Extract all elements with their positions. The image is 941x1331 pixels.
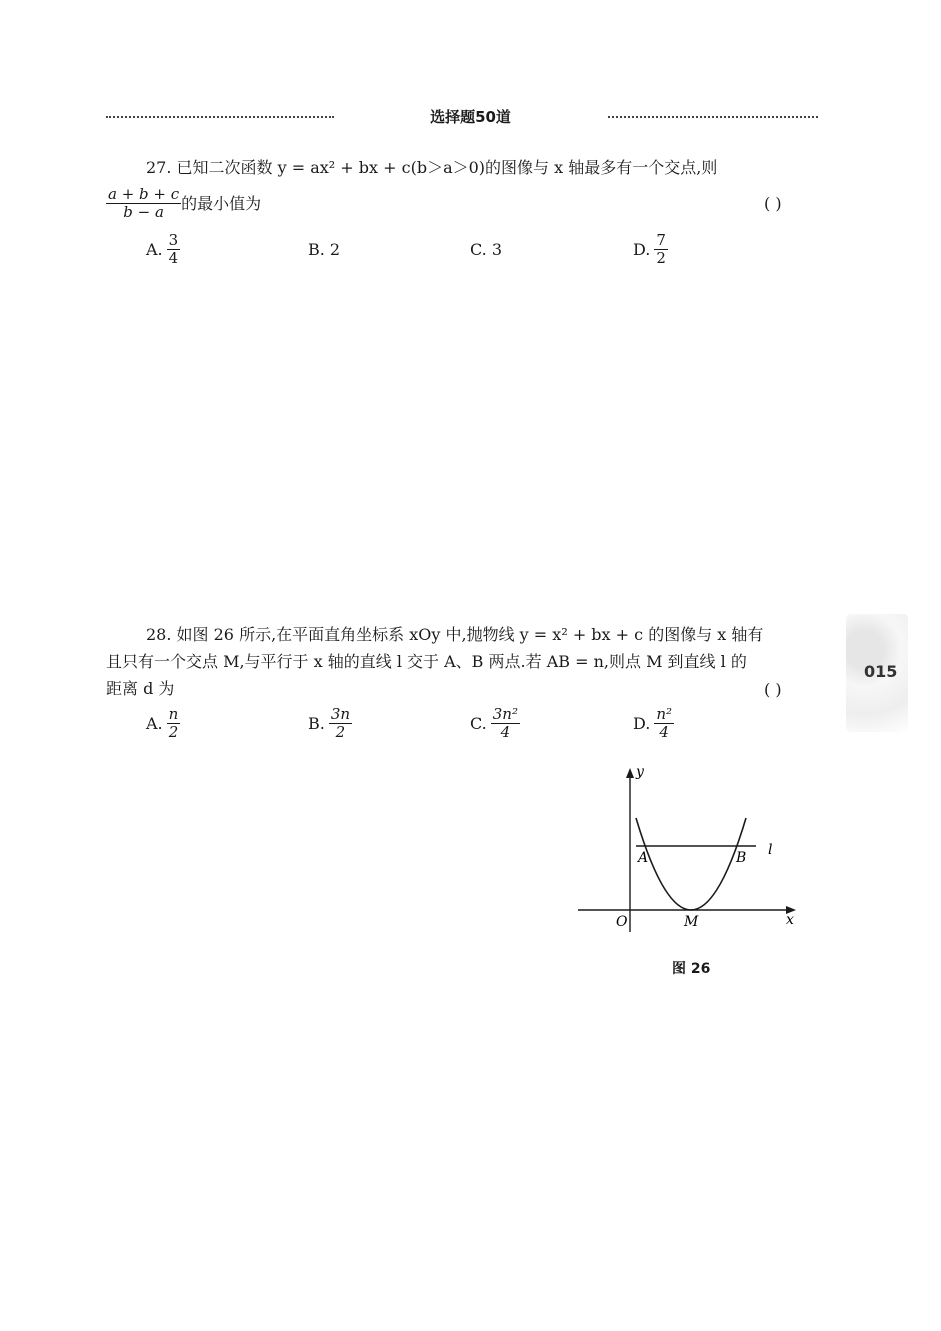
q28-line2: 且只有一个交点 M,与平行于 x 轴的直线 l 交于 A、B 两点.若 AB = n,则点 M 到直线 l 的: [106, 652, 747, 671]
label-l: l: [768, 842, 773, 858]
label-y: y: [636, 764, 644, 780]
q27-line2: [106, 186, 261, 221]
q28-line3: 距离 d 为: [106, 679, 175, 698]
q28-option-d: D. $\frac{\text{n²}}{4}$: [633, 705, 673, 741]
q27-line1: 27. 已知二次函数 y = ax² + bx + c(b＞a＞0)的图像与 x 轴最多有一个交点,则: [146, 158, 718, 177]
q28-option-c: C. $\frac{\text{3n²}}{4}$: [470, 705, 518, 741]
section-title: 选择题50道: [430, 108, 511, 126]
q27-option-c: C. 3: [470, 240, 503, 259]
q27-option-a: A. $\frac{3}{4}$: [146, 231, 179, 267]
q28-answer-paren: ( ): [764, 680, 782, 699]
label-a: A: [638, 850, 649, 866]
figure-26: [570, 760, 810, 940]
q27-expression: $\frac{a + b + c}{b - a}$: [108, 185, 180, 221]
q27-option-d: D. $\frac{7}{2}$: [633, 231, 666, 267]
parabola: [636, 818, 746, 910]
q28-option-a: A. $\frac{n}{2}$: [146, 705, 179, 741]
figure-caption: 图 26: [672, 961, 711, 977]
page-number: 015: [864, 662, 898, 681]
q27-line2-text: 的最小值为: [181, 193, 262, 213]
y-axis-arrow-icon: [626, 768, 634, 778]
label-b: B: [736, 850, 747, 866]
label-origin: O: [616, 914, 628, 930]
q27-answer-paren: ( ): [764, 194, 782, 213]
label-x: x: [786, 912, 794, 928]
label-m: M: [684, 914, 699, 930]
q28-option-b: B. $\frac{3n}{2}$: [308, 705, 351, 741]
q27-option-b: B. 2: [308, 240, 341, 259]
q28-line1: 28. 如图 26 所示,在平面直角坐标系 xOy 中,抛物线 y = x² + bx + c 的图像与 x 轴有: [146, 625, 764, 644]
